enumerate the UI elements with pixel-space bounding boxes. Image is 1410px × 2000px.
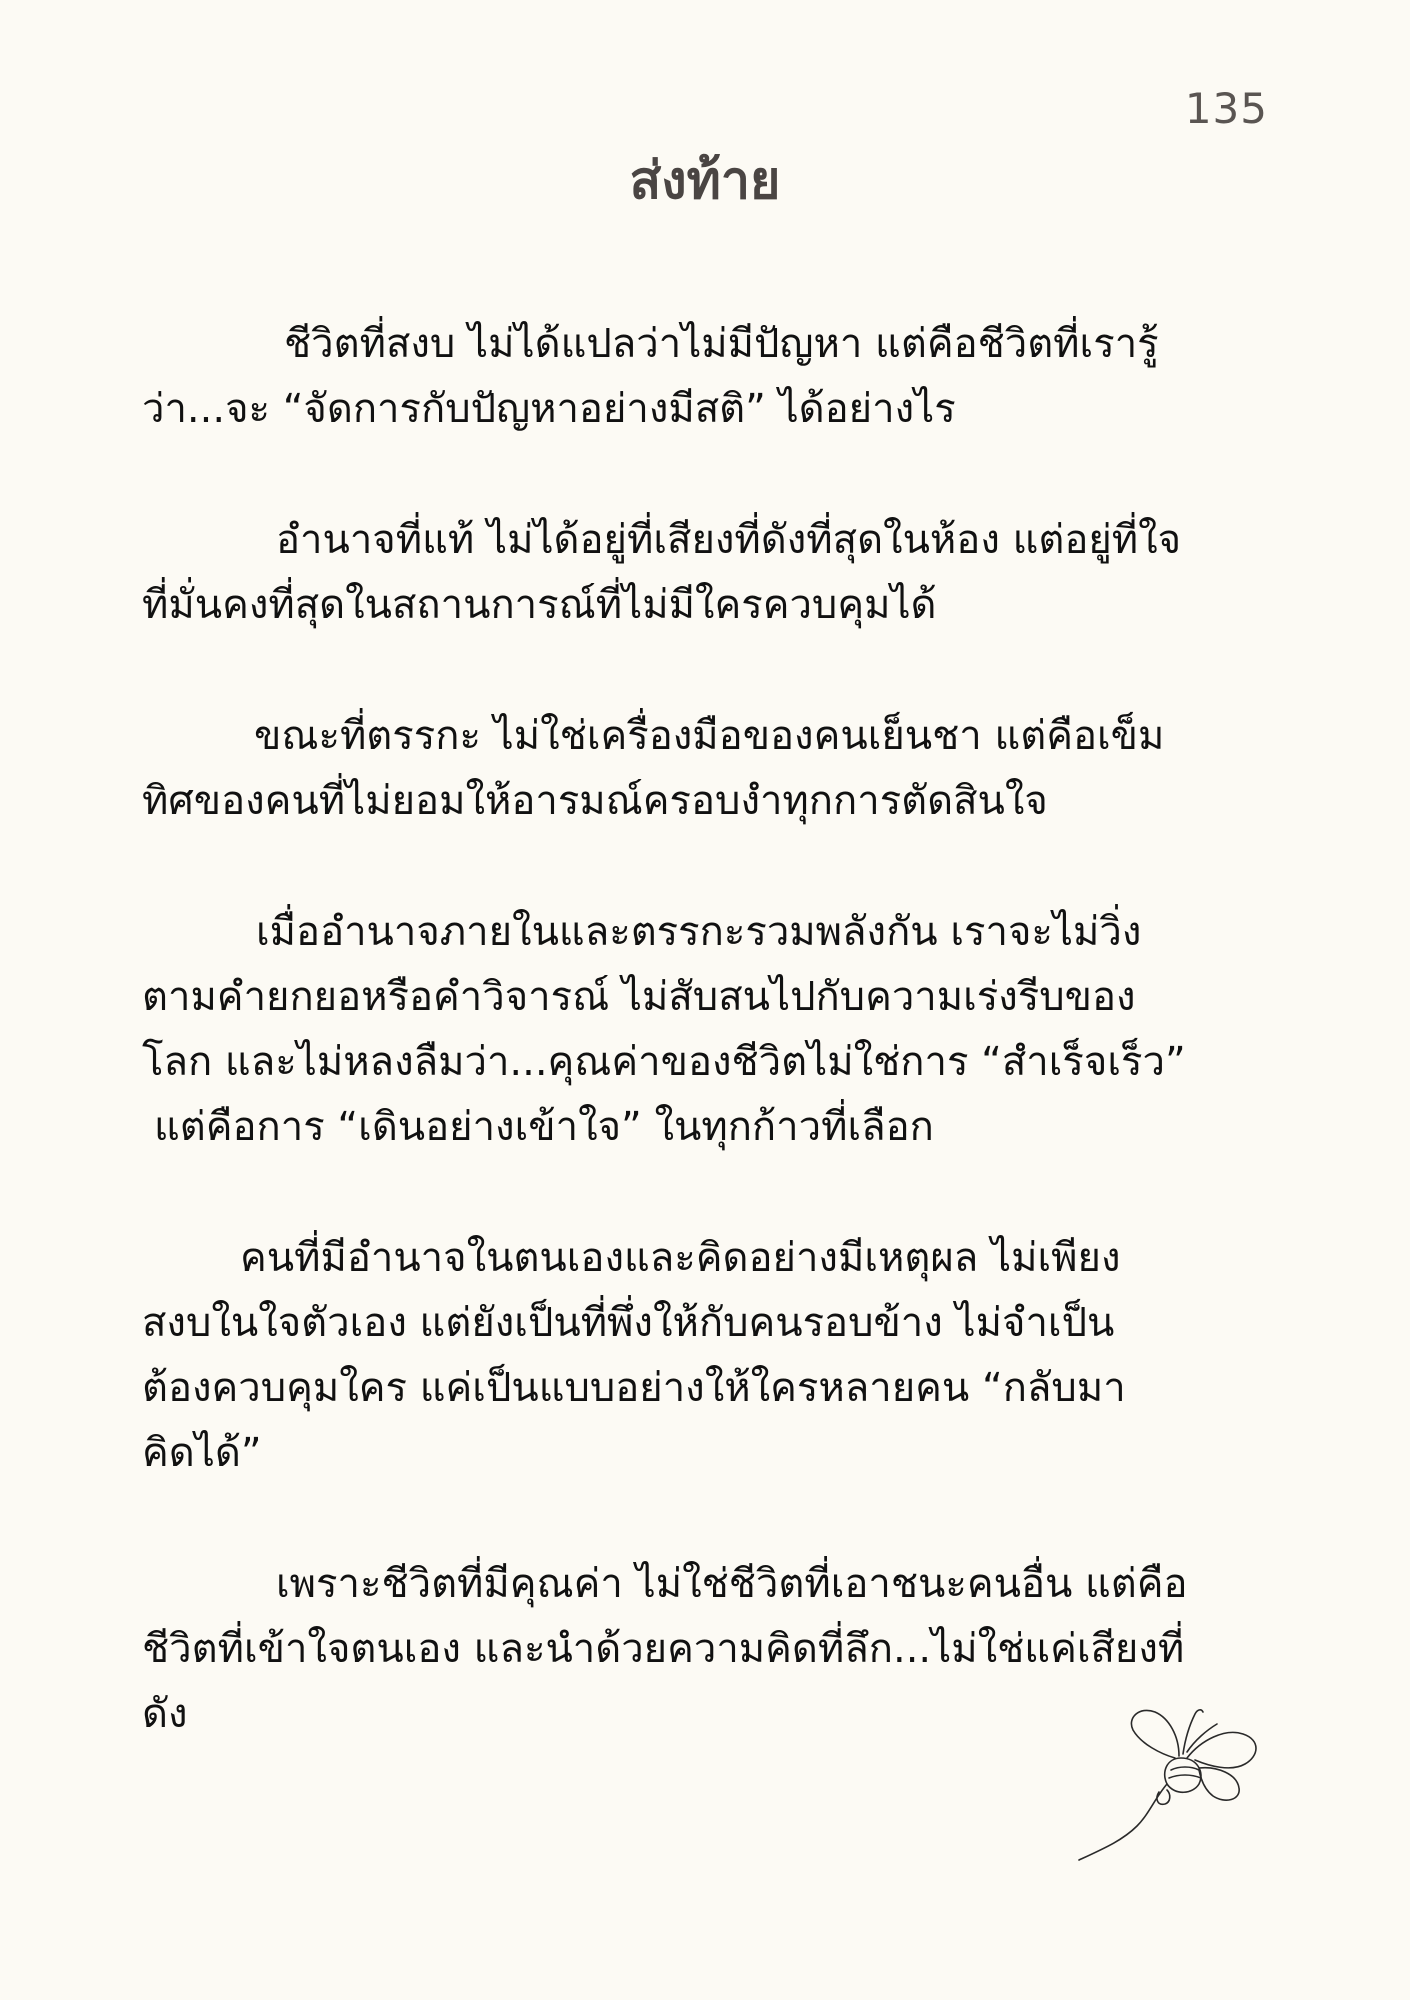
paragraph-line: โลก และไม่หลงลืมว่า...คุณค่าของชีวิตไม่ใช่การ “สำเร็จเร็ว” (142, 1039, 1186, 1085)
paragraph-line: ที่มั่นคงที่สุดในสถานการณ์ที่ไม่มีใครควบคุมได้ (142, 582, 937, 628)
paragraph-line: สงบในใจตัวเอง แต่ยังเป็นที่พึ่งให้กับคนรอบข้าง ไม่จำเป็น (142, 1300, 1115, 1346)
paragraph-line: อำนาจที่แท้ ไม่ได้อยู่ที่เสียงที่ดังที่สุดในห้อง แต่อยู่ที่ใจ (276, 517, 1182, 563)
paragraph-3 (142, 704, 1272, 834)
paragraph-line: ต้องควบคุมใคร แค่เป็นแบบอย่างให้ใครหลายคน “กลับมา (142, 1365, 1126, 1411)
paragraph-line: เมื่ออำนาจภายในและตรรกะรวมพลังกัน เราจะไม่วิ่ง (256, 909, 1142, 955)
paragraph-line: คิดได้” (142, 1430, 262, 1476)
paragraph-line: ตามคำยกยอหรือคำวิจารณ์ ไม่สับสนไปกับความเร่งรีบของ (142, 974, 1136, 1020)
body-text (142, 312, 1272, 1813)
paragraph-line: ทิศของคนที่ไม่ยอมให้อารมณ์ครอบงำทุกการตัดสินใจ (142, 778, 1048, 824)
paragraph-1 (142, 312, 1272, 442)
paragraph-line: ดัง (142, 1691, 188, 1737)
bee-line-art-icon (1075, 1700, 1275, 1865)
paragraph-line: ชีวิตที่เข้าใจตนเอง และนำด้วยความคิดที่ลึก...ไม่ใช่แค่เสียงที่ (142, 1626, 1185, 1672)
paragraph-4 (142, 900, 1272, 1160)
page-number: 135 (1184, 84, 1268, 133)
paragraph-line: ขณะที่ตรรกะ ไม่ใช่เครื่องมือของคนเย็นชา แต่คือเข็ม (254, 713, 1165, 759)
paragraph-2 (142, 508, 1272, 638)
paragraph-line: เพราะชีวิตที่มีคุณค่า ไม่ใช่ชีวิตที่เอาชนะคนอื่น แต่คือ (276, 1561, 1188, 1607)
paragraph-line: แต่คือการ “เดินอย่างเข้าใจ” ในทุกก้าวที่เลือก (154, 1104, 934, 1150)
paragraph-line: ชีวิตที่สงบ ไม่ได้แปลว่าไม่มีปัญหา แต่คือชีวิตที่เรารู้ (284, 321, 1159, 367)
paragraph-5 (142, 1226, 1272, 1486)
paragraph-line: คนที่มีอำนาจในตนเองและคิดอย่างมีเหตุผล ไม่เพียง (240, 1235, 1121, 1281)
page-title: ส่งท้าย (629, 151, 781, 211)
paragraph-line: ว่า...จะ “จัดการกับปัญหาอย่างมีสติ” ได้อย่างไร (142, 386, 956, 432)
